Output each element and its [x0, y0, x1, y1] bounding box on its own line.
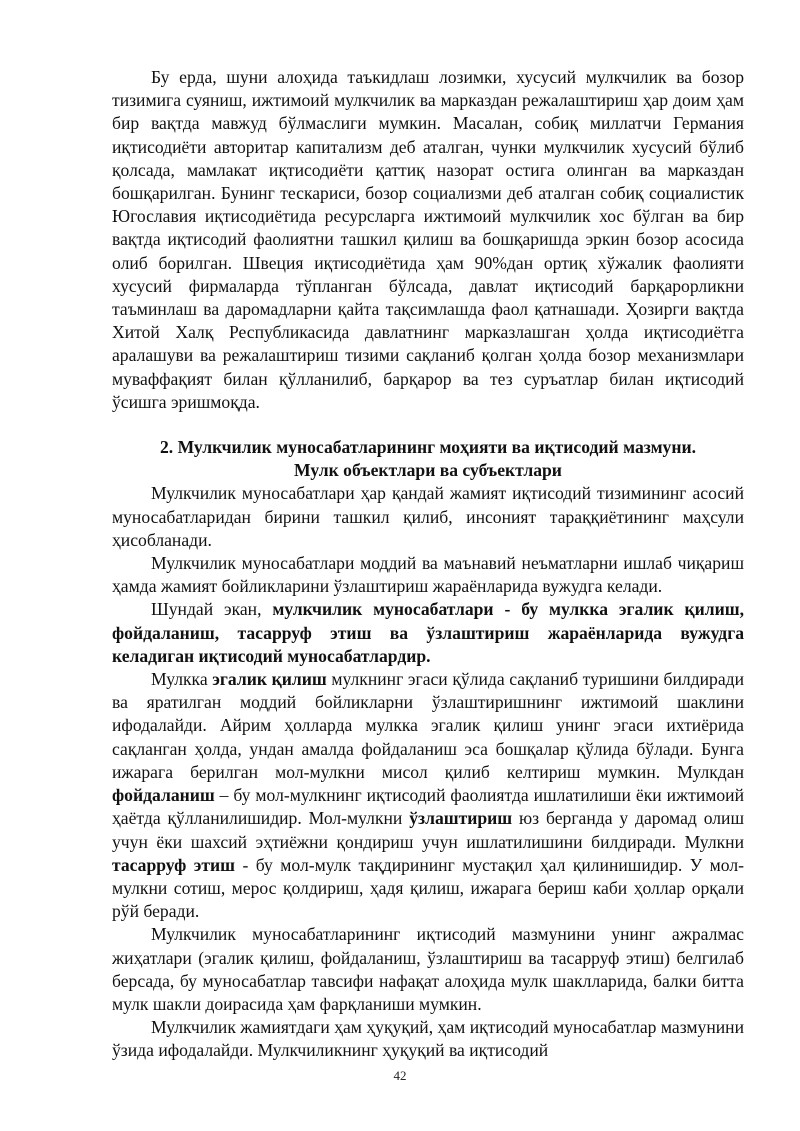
aspects-text-3: – бу мол-мулкнинг иқтисодий фаолиятда ишлатилиши ёки ижтимоий ҳаётда қўлланилишидир. Мол-мулкни: [112, 785, 744, 829]
section-heading-line-1: 2. Мулкчилик муносабатларининг моҳияти ва иқтисодий мазмуни.: [159, 437, 697, 458]
term-use: фойдаланиш: [112, 785, 215, 806]
aspects-text-5: - бу мол-мулк тақдирининг мустақил ҳал қилинишидир. У мол-мулкни сотиш, мерос қолдириш, ҳадя қилиш, ижарага бериш каби ҳоллар орқали рўй беради.: [112, 854, 744, 922]
aspects-text-1: Мулкка: [151, 669, 213, 690]
section-heading: [112, 436, 744, 482]
paragraph-ownership-aspects: [112, 668, 744, 923]
paragraph-ownership-relations-basis: Мулкчилик муносабатлари ҳар қандай жамият иқтисодий тизимининг асосий муносабатларидан бирини ташкил қилиб, инсоният тараққиётининг маҳсули ҳисобланади.: [112, 483, 744, 550]
document-page: [112, 66, 744, 1063]
term-disposal: тасарруф этиш: [112, 854, 236, 875]
paragraph-ownership-definition: [112, 598, 744, 668]
paragraph-ownership-relations-origin: Мулкчилик муносабатлари моддий ва маънавий неъматларни ишлаб чиқариш ҳамда жамият бойликларини ўзлаштириш жараёнларида вужудга келади.: [112, 553, 744, 597]
aspects-text-4: юз берганда у даромад олиш учун ёки шахсий эҳтиёжни қондириш учун ишлатилишини билдиради. Мулкни: [112, 808, 744, 852]
definition-bold-text: мулкчилик муносабатлари - бу мулкка эгалик қилиш, фойдаланиш, тасарруф этиш ва ўзлаштириш жараёнларида вужудга келадиган иқтисодий муносабатлардир.: [112, 599, 745, 666]
aspects-text-2: мулкнинг эгаси қўлида сақланиб туришини билдиради ва яратилган моддий бойликларни ўзлаштиришнинг ижтимоий шаклини ифодалайди. Айрим ҳолларда мулкка эгалик қилиш унинг эгаси ихтиёрида сақланган ҳолда, ундан амалда фойдаланиш эса бошқалар қўлида бўлади. Бунга ижарага берилган мол-мулкни мисол қилиб келтириш мумкин. Мулкдан: [112, 669, 745, 782]
paragraph-economic-content: Мулкчилик муносабатларининг иқтисодий мазмунини унинг ажралмас жиҳатлари (эгалик қилиш, фойдаланиш, ўзлаштириш ва тасарруф этиш) белгилаб берсада, бу муносабатлар тавсифи нафақат алоҳида мулк шаклларида, балки битта мулк шакли доирасида ҳам фарқланиши мумкин.: [112, 924, 744, 1014]
term-appropriation: ўзлаштириш: [409, 808, 513, 829]
paragraph-private-vs-social-ownership: Бу ерда, шуни алоҳида таъкидлаш лозимки, хусусий мулкчилик ва бозор тизимига суяниш, ижтимоий мулкчилик ва марказдан режалаштириш ҳар доим ҳам бир вақтда мавжуд бўлмаслиги мумкин. Масалан, собиқ миллатчи Германия иқтисодиёти авторитар капитализм деб аталган, чунки мулкчилик хусусий бўлиб қолсада, мамлакат иқтисодиёти қаттиқ назорат остига олинган ва марказдан бошқарилган. Бунинг тескариси, бозор социализми деб аталган собиқ социалистик Югославия иқтисодиётида ресурсларга ижтимоий мулкчилик хос бўлган ва бир вақтда иқтисодий фаолиятни ташкил қилиш ва бошқаришда эркин бозор асосида олиб борилган. Швеция иқтисодиётида ҳам 90%дан ортиқ хўжалик фаолияти хусусий фирмаларда тўпланган бўлсада, давлат иқтисодий барқарорликни таъминлаш ва даромадларни қайта тақсимлашда фаол қатнашади. Ҳозирги вақтда Хитой Халқ Республикасида давлатнинг марказлашган ҳолда иқтисодиётга аралашуви ва режалаштириш тизими сақланиб қолган ҳолда бозор механизмлари муваффақият билан қўлланилиб, барқарор ва тез суръатлар билан иқтисодий ўсишга эришмоқда.: [112, 67, 744, 412]
paragraph-legal-and-economic: Мулкчилик жамиятдаги ҳам ҳуқуқий, ҳам иқтисодий муносабатлар мазмунини ўзида ифодалайди. Мулкчиликнинг ҳуқуқий ва иқтисодий: [112, 1017, 744, 1061]
definition-lead-text: Шундай экан,: [151, 599, 273, 620]
section-heading-line-2: Мулк объектлари ва субъектлари: [294, 460, 562, 481]
page-number: 42: [393, 1068, 407, 1083]
term-possession: эгалик қилиш: [212, 669, 327, 690]
